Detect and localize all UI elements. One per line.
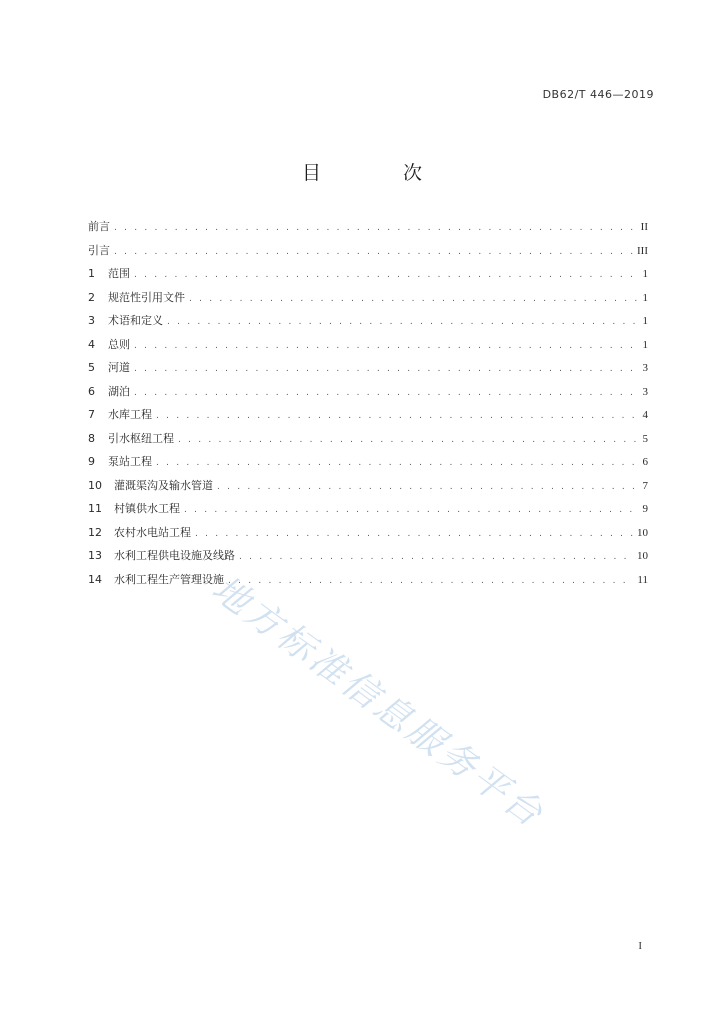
toc-entry-title: 泵站工程 <box>108 455 152 468</box>
watermark: 地方标准信息服务平台 <box>204 568 553 837</box>
toc-entry-page: 1 <box>642 268 648 280</box>
dot-leader <box>134 388 639 398</box>
toc-entry-12[interactable] <box>88 524 648 548</box>
toc-entry-page: II <box>640 221 648 233</box>
dot-leader <box>156 411 639 421</box>
toc-entry-number: 1 <box>88 267 95 280</box>
toc-title: 目 次 <box>301 162 461 184</box>
toc-list <box>88 218 648 594</box>
toc-entry-9[interactable] <box>88 453 648 477</box>
toc-entry-13[interactable] <box>88 547 648 571</box>
toc-entry-8[interactable] <box>88 430 648 454</box>
toc-entry-title: 引水枢纽工程 <box>108 431 174 445</box>
toc-entry-number: 14 <box>88 572 102 586</box>
toc-entry-number: 10 <box>88 478 102 492</box>
toc-entry-10[interactable] <box>88 477 648 501</box>
toc-entry-number: 8 <box>88 431 95 445</box>
toc-entry-title: 水利工程供电设施及线路 <box>114 549 235 562</box>
toc-entry-title: 河道 <box>108 361 130 374</box>
toc-entry-number: 11 <box>88 502 102 515</box>
toc-entry-number: 12 <box>88 525 102 539</box>
toc-entry-3[interactable] <box>88 312 648 336</box>
dot-leader <box>217 482 639 492</box>
toc-entry-foreword[interactable] <box>88 218 648 242</box>
toc-entry-number: 9 <box>88 455 95 468</box>
dot-leader <box>156 458 639 468</box>
document-code: DB62/T 446—2019 <box>542 88 654 101</box>
dot-leader <box>134 341 639 351</box>
toc-entry-page: 10 <box>637 526 648 539</box>
toc-entry-page: 3 <box>642 385 648 398</box>
toc-entry-number: 13 <box>88 549 102 562</box>
toc-entry-title: 村镇供水工程 <box>114 502 180 515</box>
toc-entry-title: 农村水电站工程 <box>114 525 191 539</box>
toc-entry-6[interactable] <box>88 383 648 407</box>
toc-entry-number: 4 <box>88 337 95 351</box>
toc-entry-page: 4 <box>642 409 648 421</box>
toc-entry-1[interactable] <box>88 265 648 289</box>
dot-leader <box>178 435 639 445</box>
dot-leader <box>114 247 633 257</box>
toc-entry-7[interactable] <box>88 406 648 430</box>
toc-entry-page: 11 <box>637 573 648 586</box>
toc-entry-14[interactable] <box>88 571 648 595</box>
toc-entry-title: 湖泊 <box>108 384 130 398</box>
dot-leader <box>195 529 633 539</box>
toc-entry-page: 1 <box>642 291 648 304</box>
dot-leader <box>184 505 639 515</box>
page-number: I <box>638 940 642 952</box>
toc-entry-page: 7 <box>642 479 648 492</box>
toc-entry-title: 前言 <box>88 220 110 233</box>
toc-entry-2[interactable] <box>88 289 648 313</box>
toc-entry-number: 7 <box>88 408 95 421</box>
toc-entry-4[interactable] <box>88 336 648 360</box>
toc-entry-page: 6 <box>642 456 648 468</box>
dot-leader <box>114 223 637 233</box>
toc-entry-number: 6 <box>88 384 95 398</box>
toc-entry-page: 3 <box>642 362 648 374</box>
toc-entry-number: 2 <box>88 290 95 304</box>
toc-entry-number: 5 <box>88 361 95 374</box>
toc-entry-page: III <box>637 244 648 257</box>
toc-entry-page: 1 <box>642 338 648 351</box>
toc-entry-page: 10 <box>637 550 648 562</box>
toc-entry-introduction[interactable] <box>88 242 648 266</box>
toc-entry-title: 水库工程 <box>108 408 152 421</box>
toc-entry-title: 灌溉渠沟及输水管道 <box>114 478 213 492</box>
dot-leader <box>167 317 639 327</box>
toc-entry-page: 1 <box>642 315 648 327</box>
toc-entry-page: 9 <box>642 503 648 515</box>
toc-entry-title: 水利工程生产管理设施 <box>114 572 224 586</box>
dot-leader <box>228 576 633 586</box>
dot-leader <box>239 552 633 562</box>
dot-leader <box>134 364 639 374</box>
dot-leader <box>189 294 639 304</box>
toc-entry-11[interactable] <box>88 500 648 524</box>
toc-entry-title: 规范性引用文件 <box>108 290 185 304</box>
toc-entry-title: 范围 <box>108 267 130 280</box>
toc-entry-title: 总则 <box>108 337 130 351</box>
toc-entry-number: 3 <box>88 314 95 327</box>
toc-entry-5[interactable] <box>88 359 648 383</box>
toc-entry-title: 引言 <box>88 243 110 257</box>
toc-entry-title: 术语和定义 <box>108 314 163 327</box>
toc-entry-page: 5 <box>642 432 648 445</box>
dot-leader <box>134 270 639 280</box>
